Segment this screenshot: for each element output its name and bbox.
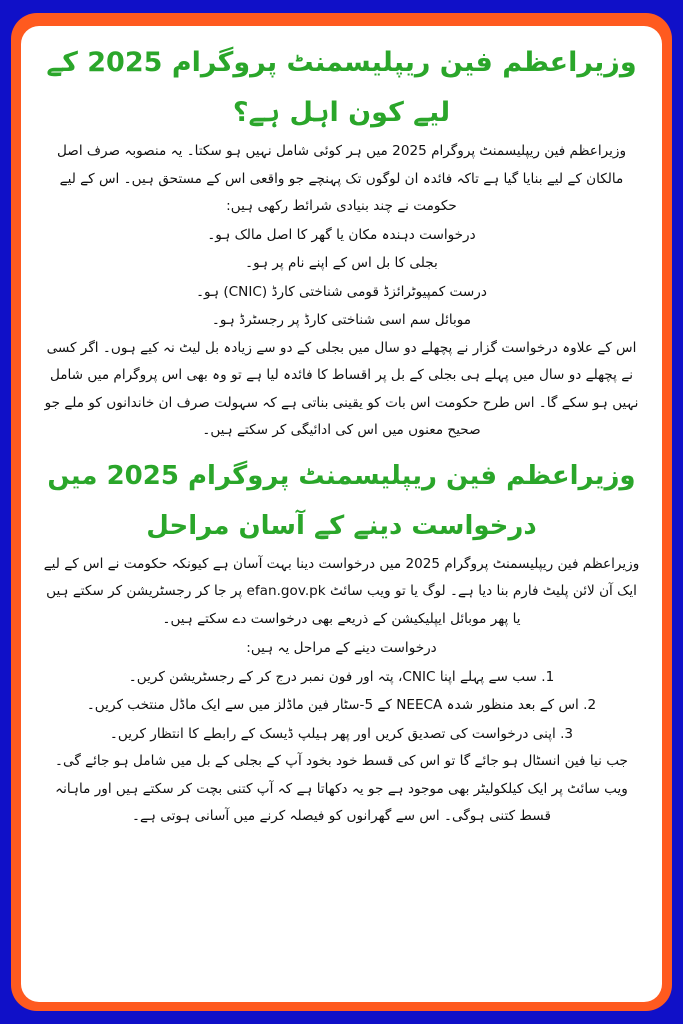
heading-eligibility: وزیراعظم فین ریپلیسمنٹ پروگرام 2025 کے لیے کون اہل ہے؟: [46, 47, 637, 128]
step-item: 1. سب سے پہلے اپنا CNIC، پتہ اور فون نمبر درج کر کے رجسٹریشن کریں۔: [128, 668, 555, 685]
condition-item: درخواست دہندہ مکان یا گھر کا اصل مالک ہو۔: [207, 226, 476, 243]
eligibility-conditions-list: [43, 221, 640, 335]
step-item: 2. اس کے بعد منظور شدہ NEECA کے 5-سٹار فین ماڈلز میں سے ایک ماڈل منتخب کریں۔: [86, 697, 597, 713]
condition-item: موبائل سم اسی شناختی کارڈ پر رجسٹرڈ ہو۔: [211, 312, 472, 328]
condition-item: بجلی کا بل اس کے اپنے نام پر ہو۔: [245, 255, 438, 271]
heading-application-steps: وزیراعظم فین ریپلیسمنٹ پروگرام 2025 میں درخواست دینے کے آسان مراحل: [47, 460, 636, 541]
application-intro: وزیراعظم فین ریپلیسمنٹ پروگرام 2025 میں درخواست دینا بہت آسان ہے کیونکہ حکومت نے اس کے لیے ایک آن لائن پلیٹ فارم بنا دیا ہے۔ لوگ یا تو ویب سائٹ efan.gov.pk پر جا کر رجسٹریشن کر سکتے ہیں یا پھر موبائل ایپلیکیشن کے ذریعے بھی درخواست دے سکتے ہیں۔: [43, 555, 640, 627]
application-closing: جب نیا فین انسٹال ہو جائے گا تو اس کی قسط خود بخود آپ کے بجلی کے بل میں شامل ہو جائے گی۔ ویب سائٹ پر ایک کیلکولیٹر بھی موجود ہے جو یہ دکھاتا ہے کہ آپ کتنی بچت کر سکتے ہیں اور ماہانہ قسط کتنی ہوگی۔ اس سے گھرانوں کو فیصلہ کرنے میں آسانی ہوتی ہے۔: [55, 753, 628, 824]
article-body: [21, 26, 662, 831]
steps-intro: درخواست دینے کے مراحل یہ ہیں:: [246, 640, 437, 656]
application-steps-list: [43, 663, 640, 749]
eligibility-closing: اس کے علاوہ درخواست گزار نے پچھلے دو سال میں بجلی کے دو سے زیادہ بل لیٹ نہ کیے ہوں۔ اگر کسی نے پچھلے دو سال میں پہلے ہی بجلی کے بل پر اقساط کا فائدہ لیا ہے تو وہ بھی اس پروگرام میں شامل نہیں ہو سکے گا۔ اس طرح حکومت اس بات کو یقینی بناتی ہے کہ سہولت صرف ان خاندانوں کو ملے جو صحیح معنوں میں اس کی ادائیگی کر سکتے ہیں۔: [44, 339, 639, 438]
condition-item: درست کمپیوٹرائزڈ قومی شناختی کارڈ (CNIC) ہو۔: [196, 283, 487, 300]
eligibility-intro: وزیراعظم فین ریپلیسمنٹ پروگرام 2025 میں ہر کوئی شامل نہیں ہو سکتا۔ یہ منصوبہ صرف اصل مالکان کے لیے بنایا گیا ہے تاکہ فائدہ ان لوگوں تک پہنچے جو واقعی اس کے مستحق ہیں۔ اس کے لیے حکومت نے چند بنیادی شرائط رکھی ہیں:: [56, 143, 627, 214]
article-card: [21, 26, 662, 1002]
step-item: 3. اپنی درخواست کی تصدیق کریں اور پھر ہیلپ ڈیسک کے رابطے کا انتظار کریں۔: [109, 725, 574, 742]
